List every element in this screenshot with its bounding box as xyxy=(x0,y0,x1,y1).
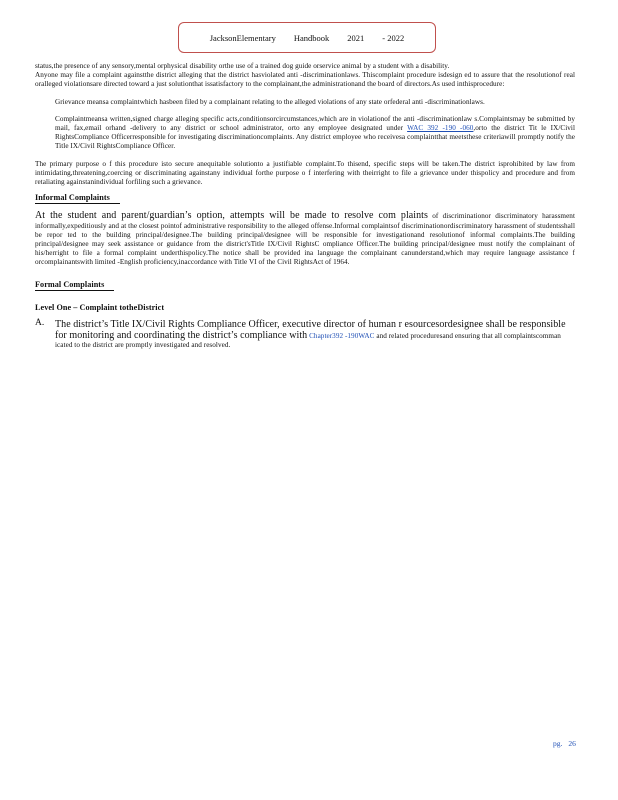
header-year-start: 2021 xyxy=(347,32,365,43)
informal-complaints-paragraph xyxy=(35,210,575,267)
formal-complaints-heading: Formal Complaints xyxy=(35,280,114,291)
header-doc: Handbook xyxy=(293,32,330,43)
definition-grievance-text: Grievance meansa complaintwhich hasbeen filed by a complainant relating to the alleged violations of any state orfederal anti -discriminationlaws. xyxy=(55,97,485,106)
page-body xyxy=(35,62,575,351)
page-num: 26 xyxy=(568,739,576,748)
item-a xyxy=(35,319,575,351)
informal-complaints-heading: Informal Complaints xyxy=(35,193,120,204)
intro-paragraph-1: status,the presence of any sensory,mental orphysical disability orthe use of a trained dog guide orservice animal by a student with a disability. xyxy=(35,62,450,70)
header-year-end: - 2022 xyxy=(382,32,405,43)
informal-rest: of discriminationor discriminatory harassment informally,expeditiously and at the closest pointof administrative responsibility to the alleged offense.Informal complaintsof discriminationordiscriminatory harassment of studentsshall be repor ted to the building principal/designee.The building principal/designee will be responsible for investigationand resolutionof informal complaints.The building principal/designee may seek assistance or guidance from the district'sTitle IX/Civil RightsC ompliance Officer.The building principal/designee must notify the complainant of his/herright to file a formal complaint underthispolicy.The notice shall be provided ina language the complainant canunderstand,which may require language assistance f orcomplainantswith limited -English proficiency,inaccordance with Title VI of the Civil RightsAct of 1964. xyxy=(35,212,575,267)
bullet-box-icon xyxy=(35,115,55,152)
level-one-heading: Level One – Complaint totheDistrict xyxy=(35,302,165,312)
header-school: JacksonElementary xyxy=(209,32,276,43)
purpose-paragraph: The primary purpose o f this procedure isto secure anequitable solutionto a justifiable complaint.To thisend, specific steps will be taken.The district isprohibited by law from intimidating,threatening,coercing or discriminating againstany individual forthe purpose o f interfering with theirright to file a grievance under thispolicy and procedure and from retaliating againstanindividual forfiling such a grievance. xyxy=(35,159,575,187)
page-label: pg. xyxy=(553,739,563,748)
page-header xyxy=(178,22,436,53)
bullet-box-icon xyxy=(35,98,55,107)
definition-complaint-text: Complaintmeansa written,signed charge alleging specific acts,conditionsorcircumstances,which are in violationof the anti -discriminationlaw s.Complaintsmay be submitted by mail, fax,email orhand -delivery to any district or school administrator, orto any employee designated under WAC 392 -190 -060,orto the district Tit le IX/Civil RightsCompliance Officerresponsible for investigating discriminationcomplaints. Any district employee who receivesa complaintthat meetsthese criteriawill promptly notify the Title IX/Civil RightsCompliance Officer. xyxy=(55,114,576,151)
intro-paragraph-2: Anyone may file a complaint againstthe district alleging that the district hasviolated anti -discriminationlaws. Thiscomplaint procedure isdesign ed to assure that the resolutionof real oralleged violationsare directed toward a just solutionthat issatisfactory to the complainant,the administrationand the board of directors.As used inthisprocedure: xyxy=(35,71,575,89)
employee-notify-text: Any district employee who receivesa complaintthat meetsthese criteriawill promptly notify the Title IX/Civil RightsCompliance Officer. xyxy=(55,133,575,151)
page-number xyxy=(553,739,582,748)
item-a-letter: A. xyxy=(35,318,45,329)
informal-lead: At the student and parent/guardian’s option, attempts will be made to resolve com plaints xyxy=(35,210,428,222)
definition-complaint xyxy=(35,115,575,152)
item-a-text: The district’s Title IX/Civil Rights Compliance Officer, executive director of human r esourcesordesignee shall be responsible for monitoring and coordinating the district’s compliance with Chapter392 -190WAC and related proceduresand ensuring that all complaintscomman icated to the district are promptly investigated and resolved. xyxy=(55,319,566,350)
wac-link[interactable]: WAC 392 -190 -060 xyxy=(407,124,474,133)
definition-grievance xyxy=(35,98,575,107)
chapter-link[interactable]: Chapter392 -190WAC xyxy=(309,332,375,341)
